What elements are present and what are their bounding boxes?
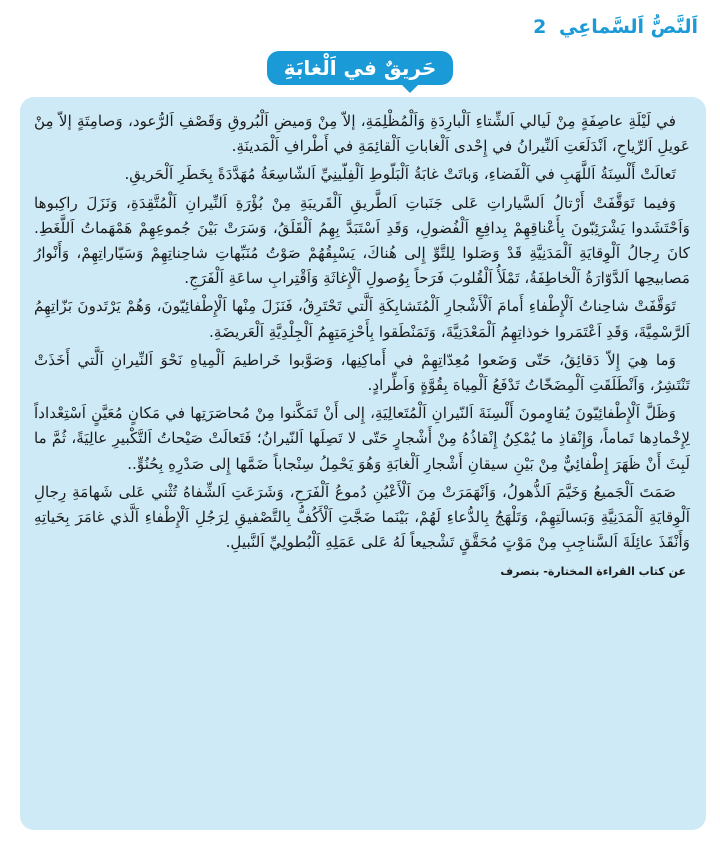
story-title-text: حَريقٌ في اَلْغابَةِ — [283, 56, 437, 80]
section-number: 2 — [533, 16, 547, 38]
text-panel — [20, 97, 706, 830]
section-label: اَلنَّصُّ اَلسَّماعِي — [559, 16, 698, 38]
paragraph-4: تَوَقَّفَتْ شاحِناتُ اَلْإِطْفاءِ أَمامَ اَلْأَشْجارِ اَلْمُتَشابِكَةِ اَلَّتي تَحْتَرِقُ، فَنَزَلَ مِنْها اَلْإِطْفائِيّونَ، وَهُمْ يَرْتَدونَ بَزّاتِهِمُ اَلرَّسْمِيَّةَ، وَقَدِ اَعْتَمَروا خوذاتِهِمُ اَلْمَعْدَنِيَّةَ، وَتَمَنْطَقوا بِأَحْزِمَتِهِمُ اَلْجِلْدِيَّةِ اَلْعَريضَةِ. — [34, 297, 690, 341]
paragraph-6: وَظَلَّ اَلْإِطْفائِيّونَ يُقاوِمونَ أَلْسِنَةَ اَلنّيرانِ اَلْمُتَعالِيَةِ، إِلى أَنْ تَمَكَّنوا مِنْ مُحاصَرَتِها في مَكانٍ مُعَيَّنٍ اَسْتِعْداداً لِإِخْمادِها تَماماً، وَإِنْقاذِ ما يُمْكِنُ إِنْقاذُهُ مِنْ أَشْجارٍ حَتّى لا تَصِلَها اَلنّيرانُ؛ فَتَعالَتْ صَيْحاتُ اَلتَّكْبيرِ عالِيَةً، ثُمَّ ما لَبِثَ أَنْ ظَهَرَ إِطْفائِيٌّ مِنْ بَيْنِ سيقانِ أَشْجارِ اَلْغابَةِ وَهُوَ يَحْمِلُ سِنْجاباً ضَمَّها إِلى صَدْرِهِ بِحُنُوٍّ.. — [34, 404, 690, 473]
story-body — [34, 109, 690, 555]
story-title — [267, 51, 453, 85]
section-header — [533, 16, 698, 38]
paragraph-3: وَفيما تَوَقَّفَتْ أَرْتالُ اَلسَّياراتِ عَلى جَنَباتِ اَلطَّريقِ اَلْقَريبَةِ مِنْ بُؤْرَةِ اَلنِّيرانِ اَلْمُتَّقِدَةِ، وَنَزَلَ راكِبوها وَاَحْتَشَدوا يَشْرَئِبّونَ بِأَعْناقِهِمْ بِدافِعِ اَلْفُضولِ، وَقَدِ اَسْتَبَدَّ بِهِمُ اَلْقَلَقُ، وَسَرَتْ بَيْنَ جُموعِهِمْ هَمْهَماتُ اَللَّغَطِ. كانَ رِجالُ اَلْوِقايَةِ اَلْمَدَنِيَّةِ قَدْ وَصَلوا لِلتَّوِّ إِلى هُناكَ، يَسْبِقُهُمْ صَوْتُ مُنَبِّهاتِ شاحِناتِهِمْ وَسَيّاراتِهِمْ، وَأَنْوارُ مَصابيحِها اَلدَّوّارَةُ اَلْخاطِفَةُ، تَمْلَأُ اَلْقُلوبَ فَرَحاً بِوُصولِ اَلْإِغاثَةِ وَاَقْتِرابِ ساعَةِ اَلْفَرَجِ. — [34, 193, 690, 288]
paragraph-1: في لَيْلَةِ عاصِفَةٍ مِنْ لَيالي اَلشِّتاءِ اَلْبارِدَةِ وَاَلْمُظْلِمَةِ، إلاّ مِنْ وَميضِ اَلْبُروقِ وَقَصْفِ اَلرُّعود، وَصامِتَةٍ إلاّ مِنْ عَويلِ اَلرِّياحِ، اَنْدَلَعَتِ اَلنِّيرانُ في إِحْدى اَلْغاباتِ اَلْقائِمَةِ في أَطْرافِ اَلْمَدينَةِ. — [34, 112, 690, 156]
paragraph-7: صَمَتَ اَلْجَميعُ وَخَيَّمَ اَلذُّهولُ، وَاَنْهَمَرَتْ مِنَ اَلْأَعْيُنِ دُموعُ اَلْفَرَحِ، وَشَرَعَتِ اَلشِّفاهُ تُثْني عَلى شَهامَةِ رِجالِ اَلْوِقايَةِ اَلْمَدَنِيَّةِ وَبَسالَتِهِمْ، وَتَلْهَجُ بِالدُّعاءِ لَهُمْ، بَيْنَما ضَجَّتِ اَلْأَكُفُّ بِالتَّصْفيقِ لِرَجُلِ اَلْإِطْفاءِ اَلَّذي غامَرَ بِحَياتِهِ وَأَنْقَذَ عائِلَةَ اَلسَّناجِبِ مِنْ مَوْتٍ مُحَقَّقٍ تَشْجيعاً لَهُ عَلى عَمَلِهِ اَلْبُطولِيِّ اَلنَّبيلِ. — [34, 482, 690, 552]
source-citation: عن كتاب القراءة المختارة- بتصرف — [500, 565, 686, 579]
paragraph-5: وَما هِيَ إِلاّ دَقائِقُ، حَتّى وَضَعوا مُعِدّاتِهِمْ في أَماكِنِها، وَصَوَّبوا خَراطيمَ اَلْمِياهِ نَحْوَ اَلنِّيرانِ اَلَّتي أَخَذَتْ تَنْتَشِرُ، وَاَنْطَلَقَتِ اَلْمِضَخّاتُ تَدْفَعُ اَلْمِياهَ بِقُوَّةٍ وَاَطِّرادٍ. — [34, 350, 690, 395]
paragraph-2: تَعالَتْ أَلْسِنَةُ اَللَّهَبِ في اَلْفَضاءِ، وَباتَتْ غابَةُ اَلْبَلّوطِ اَلْفِلّينِيِّ اَلشّاسِعَةُ مُهَدَّدَةً بِخَطَرِ اَلْحَريقِ. — [124, 165, 676, 184]
